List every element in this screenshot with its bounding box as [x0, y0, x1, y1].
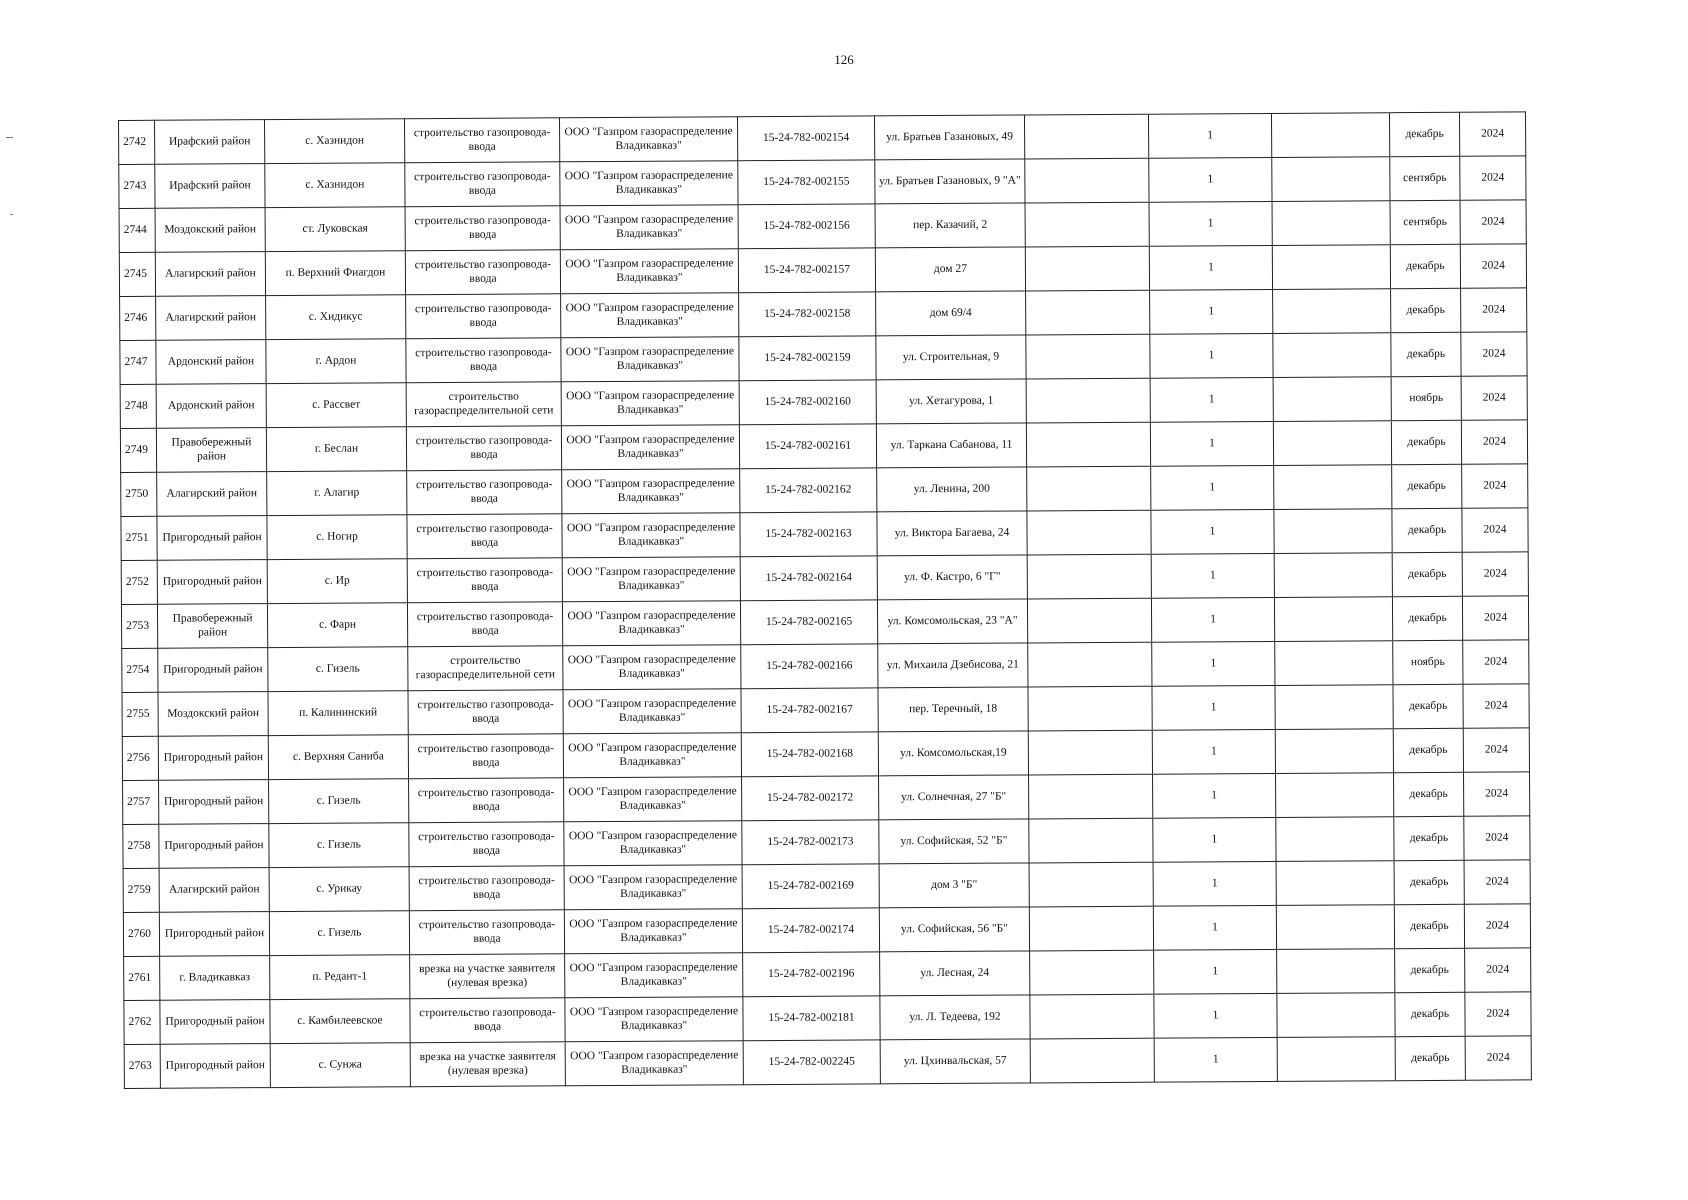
registration-number-cell: 15-24-782-002196 [743, 952, 880, 997]
year-cell: 2024 [1462, 464, 1528, 508]
district-cell: Моздокский район [158, 692, 268, 737]
row-number-cell: 2755 [122, 692, 158, 736]
empty-cell [1024, 114, 1148, 159]
empty-cell [1028, 642, 1152, 687]
quantity-cell: 1 [1150, 289, 1273, 334]
organization-cell: ООО "Газпром газораспределение Владикавказ" [565, 1041, 743, 1086]
month-cell: декабрь [1391, 332, 1461, 376]
registration-number-cell: 15-24-782-002160 [739, 380, 876, 425]
empty-cell [1030, 1038, 1154, 1083]
organization-cell: ООО "Газпром газораспределение Владикавказ" [564, 821, 742, 866]
row-number-cell: 2746 [120, 296, 156, 340]
year-cell: 2024 [1461, 420, 1527, 464]
district-cell: Пригородный район [159, 780, 269, 825]
address-cell: ул. Комсомольская, 23 "А" [877, 599, 1027, 644]
empty-cell [1273, 333, 1391, 378]
quantity-cell: 1 [1154, 993, 1277, 1038]
month-cell: декабрь [1395, 948, 1465, 992]
work-type-cell: строительство газопровода-ввода [408, 690, 563, 735]
empty-cell [1027, 466, 1151, 511]
settlement-cell: п. Редант-1 [270, 955, 410, 1000]
address-cell: ул. Братьев Газановых, 9 "А" [875, 159, 1025, 204]
row-number-cell: 2762 [124, 1000, 160, 1044]
district-cell: Ардонский район [156, 384, 266, 429]
month-cell: декабрь [1391, 288, 1461, 332]
address-cell: дом 27 [875, 247, 1025, 292]
year-cell: 2024 [1463, 640, 1529, 684]
address-cell: ул. Лесная, 24 [880, 951, 1030, 996]
row-number-cell: 2753 [121, 604, 157, 648]
quantity-cell: 1 [1149, 201, 1272, 246]
district-cell: Алагирский район [156, 296, 266, 341]
empty-cell [1273, 289, 1391, 334]
address-cell: дом 3 "Б" [879, 863, 1029, 908]
organization-cell: ООО "Газпром газораспределение Владикавказ" [563, 733, 741, 778]
settlement-cell: п. Калининский [268, 691, 408, 736]
year-cell: 2024 [1464, 904, 1530, 948]
settlement-cell: с. Хидикус [266, 295, 406, 340]
row-number-cell: 2754 [122, 648, 158, 692]
empty-cell [1271, 113, 1389, 158]
address-cell: ул. Виктора Багаева, 24 [877, 511, 1027, 556]
works-table [118, 111, 1532, 1089]
work-type-cell: строительство газопровода-ввода [409, 778, 564, 823]
year-cell: 2024 [1461, 332, 1527, 376]
quantity-cell: 1 [1151, 465, 1274, 510]
table-row [124, 1036, 1531, 1089]
empty-cell [1277, 949, 1395, 994]
quantity-cell: 1 [1151, 553, 1274, 598]
row-number-cell: 2742 [119, 120, 155, 164]
district-cell: Пригородный район [158, 736, 268, 781]
empty-cell [1025, 246, 1149, 291]
address-cell: дом 69/4 [876, 291, 1026, 336]
empty-cell [1273, 421, 1391, 466]
year-cell: 2024 [1462, 508, 1528, 552]
quantity-cell: 1 [1153, 861, 1276, 906]
registration-number-cell: 15-24-782-002172 [742, 776, 879, 821]
work-type-cell: строительство газопровода-ввода [409, 910, 564, 955]
work-type-cell: врезка на участке заявителя (нулевая врезка) [410, 954, 565, 999]
settlement-cell: с. Урикау [269, 867, 409, 912]
settlement-cell: г. Алагир [267, 471, 407, 516]
month-cell: декабрь [1394, 772, 1464, 816]
organization-cell: ООО "Газпром газораспределение Владикавказ" [564, 777, 742, 822]
address-cell: ул. Цхинвальская, 57 [880, 1039, 1030, 1084]
month-cell: ноябрь [1391, 376, 1461, 420]
quantity-cell: 1 [1154, 949, 1277, 994]
district-cell: Алагирский район [157, 472, 267, 517]
empty-cell [1028, 686, 1152, 731]
quantity-cell: 1 [1154, 1037, 1277, 1082]
year-cell: 2024 [1464, 772, 1530, 816]
empty-cell [1272, 157, 1390, 202]
empty-cell [1274, 597, 1392, 642]
empty-cell [1274, 465, 1392, 510]
address-cell: ул. Ленина, 200 [877, 467, 1027, 512]
registration-number-cell: 15-24-782-002157 [738, 248, 875, 293]
empty-cell [1030, 994, 1154, 1039]
settlement-cell: с. Хазнидон [265, 163, 405, 208]
registration-number-cell: 15-24-782-002155 [738, 160, 875, 205]
row-number-cell: 2752 [121, 560, 157, 604]
district-cell: Пригородный район [160, 1044, 270, 1089]
registration-number-cell: 15-24-782-002163 [740, 512, 877, 557]
quantity-cell: 1 [1150, 421, 1273, 466]
organization-cell: ООО "Газпром газораспределение Владикавказ" [565, 953, 743, 998]
organization-cell: ООО "Газпром газораспределение Владикавказ" [563, 645, 741, 690]
year-cell: 2024 [1464, 816, 1530, 860]
month-cell: декабрь [1395, 992, 1465, 1036]
empty-cell [1276, 905, 1394, 950]
year-cell: 2024 [1463, 684, 1529, 728]
month-cell: декабрь [1394, 904, 1464, 948]
organization-cell: ООО "Газпром газораспределение Владикавказ" [561, 425, 739, 470]
registration-number-cell: 15-24-782-002165 [740, 600, 877, 645]
organization-cell: ООО "Газпром газораспределение Владикавказ" [564, 865, 742, 910]
month-cell: декабрь [1394, 816, 1464, 860]
quantity-cell: 1 [1149, 157, 1272, 202]
work-type-cell: строительство газопровода-ввода [408, 734, 563, 779]
quantity-cell: 1 [1152, 729, 1275, 774]
district-cell: Алагирский район [159, 868, 269, 913]
district-cell: Пригородный район [160, 1000, 270, 1045]
work-type-cell: строительство газопровода-ввода [407, 558, 562, 603]
district-cell: Ирафский район [155, 120, 265, 165]
empty-cell [1274, 553, 1392, 598]
row-number-cell: 2743 [119, 164, 155, 208]
month-cell: декабрь [1389, 112, 1459, 156]
year-cell: 2024 [1461, 376, 1527, 420]
quantity-cell: 1 [1152, 641, 1275, 686]
district-cell: Алагирский район [155, 252, 265, 297]
row-number-cell: 2750 [121, 472, 157, 516]
settlement-cell: с. Хазнидон [265, 119, 405, 164]
row-number-cell: 2758 [123, 824, 159, 868]
empty-cell [1026, 290, 1150, 335]
organization-cell: ООО "Газпром газораспределение Владикавказ" [561, 337, 739, 382]
empty-cell [1025, 158, 1149, 203]
organization-cell: ООО "Газпром газораспределение Владикавказ" [564, 909, 742, 954]
empty-cell [1030, 950, 1154, 995]
district-cell: Пригородный район [159, 912, 269, 957]
address-cell: ул. Л. Тедеева, 192 [880, 995, 1030, 1040]
district-cell: Пригородный район [159, 824, 269, 869]
year-cell: 2024 [1462, 552, 1528, 596]
year-cell: 2024 [1462, 596, 1528, 640]
registration-number-cell: 15-24-782-002164 [740, 556, 877, 601]
quantity-cell: 1 [1153, 773, 1276, 818]
row-number-cell: 2761 [124, 956, 160, 1000]
year-cell: 2024 [1460, 244, 1526, 288]
settlement-cell: г. Беслан [266, 427, 406, 472]
address-cell: ул. Софийская, 56 "Б" [879, 907, 1029, 952]
settlement-cell: с. Ногир [267, 515, 407, 560]
registration-number-cell: 15-24-782-002158 [739, 292, 876, 337]
empty-cell [1026, 334, 1150, 379]
settlement-cell: с. Ир [267, 559, 407, 604]
month-cell: декабрь [1392, 596, 1462, 640]
organization-cell: ООО "Газпром газораспределение Владикавказ" [565, 997, 743, 1042]
address-cell: ул. Строительная, 9 [876, 335, 1026, 380]
organization-cell: ООО "Газпром газораспределение Владикавказ" [560, 161, 738, 206]
work-type-cell: строительство газораспределительной сети [408, 646, 563, 691]
empty-cell [1027, 554, 1151, 599]
registration-number-cell: 15-24-782-002173 [742, 820, 879, 865]
work-type-cell: строительство газопровода-ввода [407, 602, 562, 647]
district-cell: Пригородный район [157, 516, 267, 561]
address-cell: ул. Михаила Дзебисова, 21 [878, 643, 1028, 688]
empty-cell [1276, 773, 1394, 818]
registration-number-cell: 15-24-782-002162 [740, 468, 877, 513]
row-number-cell: 2744 [119, 208, 155, 252]
row-number-cell: 2759 [123, 868, 159, 912]
registration-number-cell: 15-24-782-002156 [738, 204, 875, 249]
registration-number-cell: 15-24-782-002167 [741, 688, 878, 733]
registration-number-cell: 15-24-782-002161 [739, 424, 876, 469]
work-type-cell: строительство газораспределительной сети [406, 382, 561, 427]
settlement-cell: с. Верхняя Саниба [268, 735, 408, 780]
work-type-cell: строительство газопровода-ввода [406, 426, 561, 471]
quantity-cell: 1 [1151, 597, 1274, 642]
organization-cell: ООО "Газпром газораспределение Владикавказ" [563, 689, 741, 734]
year-cell: 2024 [1465, 1036, 1531, 1080]
district-cell: Правобережный район [156, 428, 266, 473]
scan-mark [6, 137, 13, 138]
empty-cell [1029, 774, 1153, 819]
month-cell: декабрь [1393, 728, 1463, 772]
work-type-cell: строительство газопровода-ввода [405, 206, 560, 251]
work-type-cell: строительство газопровода-ввода [404, 118, 559, 163]
quantity-cell: 1 [1150, 377, 1273, 422]
scan-mark [10, 214, 13, 215]
empty-cell [1026, 378, 1150, 423]
district-cell: Правобережный район [157, 604, 267, 649]
organization-cell: ООО "Газпром газораспределение Владикавказ" [559, 117, 737, 162]
quantity-cell: 1 [1151, 509, 1274, 554]
quantity-cell: 1 [1152, 685, 1275, 730]
organization-cell: ООО "Газпром газораспределение Владикавказ" [562, 557, 740, 602]
work-type-cell: строительство газопровода-ввода [410, 998, 565, 1043]
row-number-cell: 2748 [120, 384, 156, 428]
work-type-cell: строительство газопровода-ввода [409, 822, 564, 867]
settlement-cell: с. Сунжа [270, 1043, 410, 1088]
year-cell: 2024 [1460, 200, 1526, 244]
quantity-cell: 1 [1148, 113, 1271, 158]
year-cell: 2024 [1459, 112, 1525, 156]
month-cell: декабрь [1393, 684, 1463, 728]
empty-cell [1029, 818, 1153, 863]
settlement-cell: с. Рассвет [266, 383, 406, 428]
empty-cell [1025, 202, 1149, 247]
month-cell: декабрь [1392, 508, 1462, 552]
month-cell: декабрь [1392, 464, 1462, 508]
year-cell: 2024 [1464, 860, 1530, 904]
settlement-cell: п. Верхний Фиагдон [265, 251, 405, 296]
registration-number-cell: 15-24-782-002159 [739, 336, 876, 381]
month-cell: сентябрь [1390, 200, 1460, 244]
registration-number-cell: 15-24-782-002169 [742, 864, 879, 909]
work-type-cell: врезка на участке заявителя (нулевая врезка) [410, 1042, 565, 1087]
month-cell: сентябрь [1390, 156, 1460, 200]
year-cell: 2024 [1463, 728, 1529, 772]
organization-cell: ООО "Газпром газораспределение Владикавказ" [561, 381, 739, 426]
month-cell: декабрь [1392, 552, 1462, 596]
month-cell: декабрь [1395, 1036, 1465, 1080]
settlement-cell: с. Фарн [267, 603, 407, 648]
address-cell: ул. Софийская, 52 "Б" [879, 819, 1029, 864]
organization-cell: ООО "Газпром газораспределение Владикавказ" [562, 513, 740, 558]
address-cell: пер. Казачий, 2 [875, 203, 1025, 248]
work-type-cell: строительство газопровода-ввода [405, 250, 560, 295]
empty-cell [1029, 906, 1153, 951]
work-type-cell: строительство газопровода-ввода [406, 294, 561, 339]
quantity-cell: 1 [1150, 333, 1273, 378]
empty-cell [1026, 422, 1150, 467]
month-cell: декабрь [1394, 860, 1464, 904]
settlement-cell: г. Ардон [266, 339, 406, 384]
empty-cell [1273, 377, 1391, 422]
empty-cell [1275, 685, 1393, 730]
registration-number-cell: 15-24-782-002154 [737, 116, 874, 161]
work-type-cell: строительство газопровода-ввода [409, 866, 564, 911]
row-number-cell: 2745 [119, 252, 155, 296]
registration-number-cell: 15-24-782-002181 [743, 996, 880, 1041]
year-cell: 2024 [1465, 992, 1531, 1036]
registration-number-cell: 15-24-782-002245 [743, 1040, 880, 1085]
row-number-cell: 2763 [124, 1044, 160, 1088]
work-type-cell: строительство газопровода-ввода [407, 470, 562, 515]
empty-cell [1276, 817, 1394, 862]
quantity-cell: 1 [1153, 905, 1276, 950]
empty-cell [1275, 729, 1393, 774]
settlement-cell: с. Камбилеевское [270, 999, 410, 1044]
month-cell: декабрь [1391, 420, 1461, 464]
district-cell: Ирафский район [155, 164, 265, 209]
row-number-cell: 2757 [123, 780, 159, 824]
settlement-cell: с. Гизель [268, 647, 408, 692]
organization-cell: ООО "Газпром газораспределение Владикавказ" [560, 249, 738, 294]
quantity-cell: 1 [1153, 817, 1276, 862]
organization-cell: ООО "Газпром газораспределение Владикавказ" [562, 469, 740, 514]
empty-cell [1277, 1037, 1395, 1082]
work-type-cell: строительство газопровода-ввода [405, 162, 560, 207]
address-cell: ул. Солнечная, 27 "Б" [879, 775, 1029, 820]
organization-cell: ООО "Газпром газораспределение Владикавказ" [560, 205, 738, 250]
empty-cell [1274, 509, 1392, 554]
empty-cell [1272, 201, 1390, 246]
empty-cell [1276, 861, 1394, 906]
settlement-cell: с. Гизель [269, 823, 409, 868]
year-cell: 2024 [1465, 948, 1531, 992]
organization-cell: ООО "Газпром газораспределение Владикавказ" [561, 293, 739, 338]
month-cell: декабрь [1390, 244, 1460, 288]
page-number: 126 [834, 52, 854, 67]
empty-cell [1028, 730, 1152, 775]
address-cell: ул. Братьев Газановых, 49 [874, 115, 1024, 160]
empty-cell [1029, 862, 1153, 907]
district-cell: Ардонский район [156, 340, 266, 385]
settlement-cell: с. Гизель [269, 911, 409, 956]
row-number-cell: 2749 [120, 428, 156, 472]
row-number-cell: 2756 [122, 736, 158, 780]
empty-cell [1272, 245, 1390, 290]
district-cell: Моздокский район [155, 208, 265, 253]
address-cell: ул. Хетагурова, 1 [876, 379, 1026, 424]
organization-cell: ООО "Газпром газораспределение Владикавказ" [562, 601, 740, 646]
registration-number-cell: 15-24-782-002166 [741, 644, 878, 689]
settlement-cell: ст. Луковская [265, 207, 405, 252]
year-cell: 2024 [1461, 288, 1527, 332]
district-cell: Пригородный район [158, 648, 268, 693]
registration-number-cell: 15-24-782-002174 [742, 908, 879, 953]
address-cell: ул. Таркана Сабанова, 11 [876, 423, 1026, 468]
row-number-cell: 2747 [120, 340, 156, 384]
district-cell: г. Владикавказ [160, 956, 270, 1001]
table-body [119, 112, 1532, 1089]
row-number-cell: 2760 [123, 912, 159, 956]
work-type-cell: строительство газопровода-ввода [407, 514, 562, 559]
settlement-cell: с. Гизель [269, 779, 409, 824]
district-cell: Пригородный район [157, 560, 267, 605]
registration-number-cell: 15-24-782-002168 [741, 732, 878, 777]
month-cell: ноябрь [1393, 640, 1463, 684]
quantity-cell: 1 [1149, 245, 1272, 290]
empty-cell [1027, 510, 1151, 555]
address-cell: пер. Теречный, 18 [878, 687, 1028, 732]
empty-cell [1277, 993, 1395, 1038]
work-type-cell: строительство газопровода-ввода [406, 338, 561, 383]
address-cell: ул. Комсомольская,19 [878, 731, 1028, 776]
empty-cell [1027, 598, 1151, 643]
address-cell: ул. Ф. Кастро, 6 "Г" [877, 555, 1027, 600]
empty-cell [1275, 641, 1393, 686]
row-number-cell: 2751 [121, 516, 157, 560]
year-cell: 2024 [1460, 156, 1526, 200]
